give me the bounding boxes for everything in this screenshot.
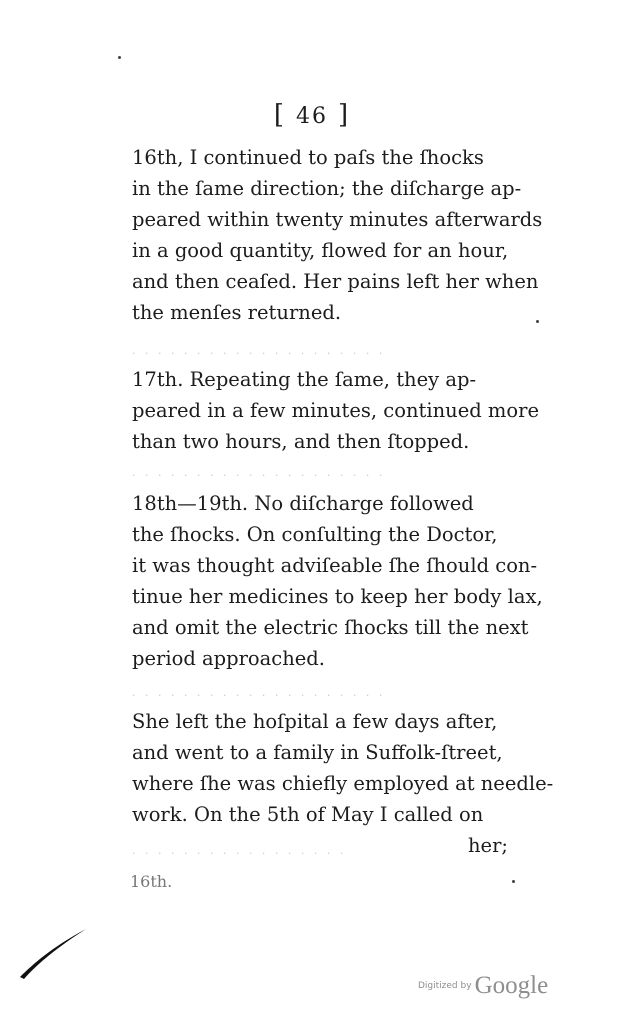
bleed-through: · · · · · · · · · · · · · · · · · · · · (132, 469, 386, 482)
text-line: 18th—19th. No diſcharge followed (132, 492, 474, 515)
text-line: and then ceaſed. Her pains left her when (132, 270, 539, 293)
text-line: in a good quantity, flowed for an hour, (132, 239, 509, 262)
paragraph-18th-19th (132, 488, 543, 674)
left-bracket: [ (273, 100, 286, 130)
text-line: 16th, I continued to paſs the ſhocks (132, 146, 484, 169)
text-line: in the ſame direction; the diſcharge ap- (132, 177, 522, 200)
text-line: period approached. (132, 647, 325, 670)
text-line: tinue her medicines to keep her body lax, (132, 585, 543, 608)
text-line: peared in a few minutes, continued more (132, 399, 540, 422)
paragraph-16th (132, 142, 543, 328)
right-bracket: ] (338, 100, 351, 130)
text-line: and went to a family in Suffolk-ſtreet, (132, 741, 503, 764)
text-line: She left the hoſpital a few days after, (132, 710, 498, 733)
text-line: where ſhe was chiefly employed at needle- (132, 772, 554, 795)
page-header (0, 100, 624, 130)
watermark-prefix: Digitized by (418, 981, 472, 991)
bleed-through: · · · · · · · · · · · · · · · · · (132, 847, 347, 860)
catchword: 16th. (130, 872, 173, 891)
text-line: work. On the 5th of May I called on (132, 803, 484, 826)
text-line: the menſes returned. (132, 301, 342, 324)
bleed-through: · · · · · · · · · · · · · · · · · · · · (132, 689, 386, 702)
bleed-through: · · · · · · · · · · · · · · · · · · · · (132, 347, 386, 360)
text-line: peared within twenty minutes afterwards (132, 208, 543, 231)
google-logo: Google (474, 972, 549, 999)
text-line: her; (468, 834, 508, 857)
paragraph-17th (132, 364, 540, 457)
text-line: and omit the electric ſhocks till the next (132, 616, 529, 639)
text-line: 17th. Repeating the ſame, they ap- (132, 368, 477, 391)
page-number: 46 (296, 104, 328, 129)
google-watermark (418, 972, 558, 1000)
speck (118, 56, 121, 59)
speck (512, 880, 515, 883)
text-line: the ſhocks. On conſulting the Doctor, (132, 523, 498, 546)
text-line: it was thought adviſeable ſhe ſhould con- (132, 554, 538, 577)
speck (536, 320, 539, 323)
text-line: than two hours, and then ſtopped. (132, 430, 470, 453)
ink-stroke-mark (18, 925, 90, 981)
